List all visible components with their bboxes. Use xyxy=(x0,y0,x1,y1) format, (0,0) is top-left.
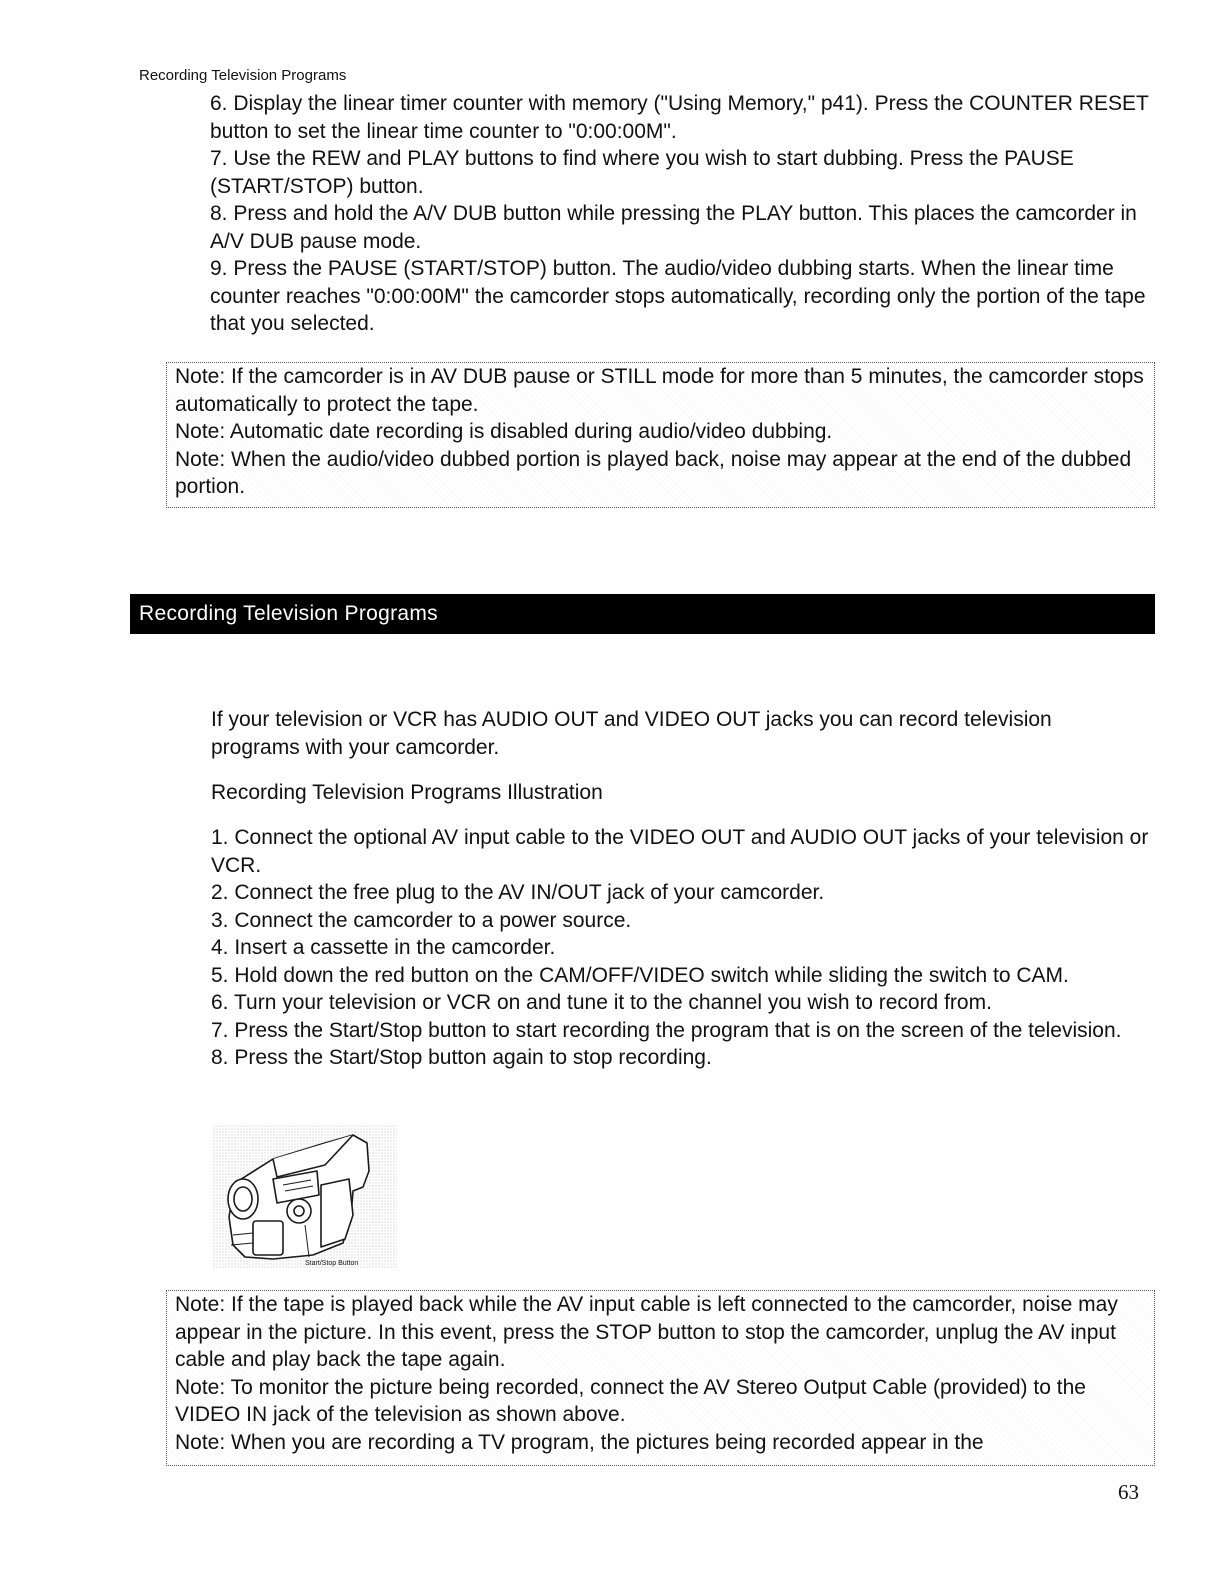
running-head: Recording Television Programs xyxy=(139,67,347,84)
step-8: 8. Press the Start/Stop button again to stop recording. xyxy=(211,1046,712,1069)
note: Note: If the camcorder is in AV DUB pause or STILL mode for more than 5 minutes, the camcorder stops automatically to protect the tape. xyxy=(175,365,1144,416)
step-6: 6. Turn your television or VCR on and tune it to the channel you wish to record from. xyxy=(211,991,992,1014)
section-heading-bar: Recording Television Programs xyxy=(130,594,1155,634)
dubbing-notes-box xyxy=(166,362,1155,508)
camcorder-illustration xyxy=(213,1125,397,1269)
step-8: 8. Press and hold the A/V DUB button while pressing the PLAY button. This places the camcorder in A/V DUB pause mode. xyxy=(210,202,1137,253)
step-1: 1. Connect the optional AV input cable to the VIDEO OUT and AUDIO OUT jacks of your television or VCR. xyxy=(211,826,1149,877)
note: Note: To monitor the picture being recorded, connect the AV Stereo Output Cable (provided) to the VIDEO IN jack of the television as shown above. xyxy=(175,1375,1086,1426)
start-stop-button-label: Start/Stop Button xyxy=(305,1260,359,1267)
step-4: 4. Insert a cassette in the camcorder. xyxy=(211,936,556,959)
page-number: 63 xyxy=(1118,1480,1139,1504)
step-9: 9. Press the PAUSE (START/STOP) button. The audio/video dubbing starts. When the linear time counter reaches "0:00:00M" the camcorder stops automatically, recording only the portion of the tape that you selected. xyxy=(210,257,1146,335)
continued-steps xyxy=(210,90,1160,338)
note: Note: When the audio/video dubbed portion is played back, noise may appear at the end of the dubbed portion. xyxy=(175,447,1132,498)
recording-steps xyxy=(211,824,1151,1072)
step-7: 7. Press the Start/Stop button to start recording the program that is on the screen of the television. xyxy=(211,1018,1122,1042)
step-5: 5. Hold down the red button on the CAM/OFF/VIDEO switch while sliding the switch to CAM. xyxy=(211,963,1069,987)
step-3: 3. Connect the camcorder to a power source. xyxy=(211,908,632,932)
illustration-caption: Recording Television Programs Illustration xyxy=(211,781,603,804)
note: Note: When you are recording a TV program, the pictures being recorded appear in the xyxy=(175,1430,984,1454)
step-6: 6. Display the linear timer counter with memory ("Using Memory," p41). Press the COUNTER RESET button to set the linear time counter to "0:00:00M". xyxy=(210,92,1149,143)
note: Note: If the tape is played back while the AV input cable is left connected to the camcorder, noise may appear in the picture. In this event, press the STOP button to stop the camcorder, unplug the AV input cable and play back the tape again. xyxy=(175,1293,1118,1371)
recording-notes-box xyxy=(166,1290,1155,1466)
intro-paragraph: If your television or VCR has AUDIO OUT and VIDEO OUT jacks you can record television programs with your camcorder. xyxy=(211,708,1052,759)
note: Note: Automatic date recording is disabled during audio/video dubbing. xyxy=(175,420,833,443)
step-2: 2. Connect the free plug to the AV IN/OUT jack of your camcorder. xyxy=(211,881,825,904)
step-7: 7. Use the REW and PLAY buttons to find where you wish to start dubbing. Press the PAUSE (START/STOP) button. xyxy=(210,147,1074,198)
